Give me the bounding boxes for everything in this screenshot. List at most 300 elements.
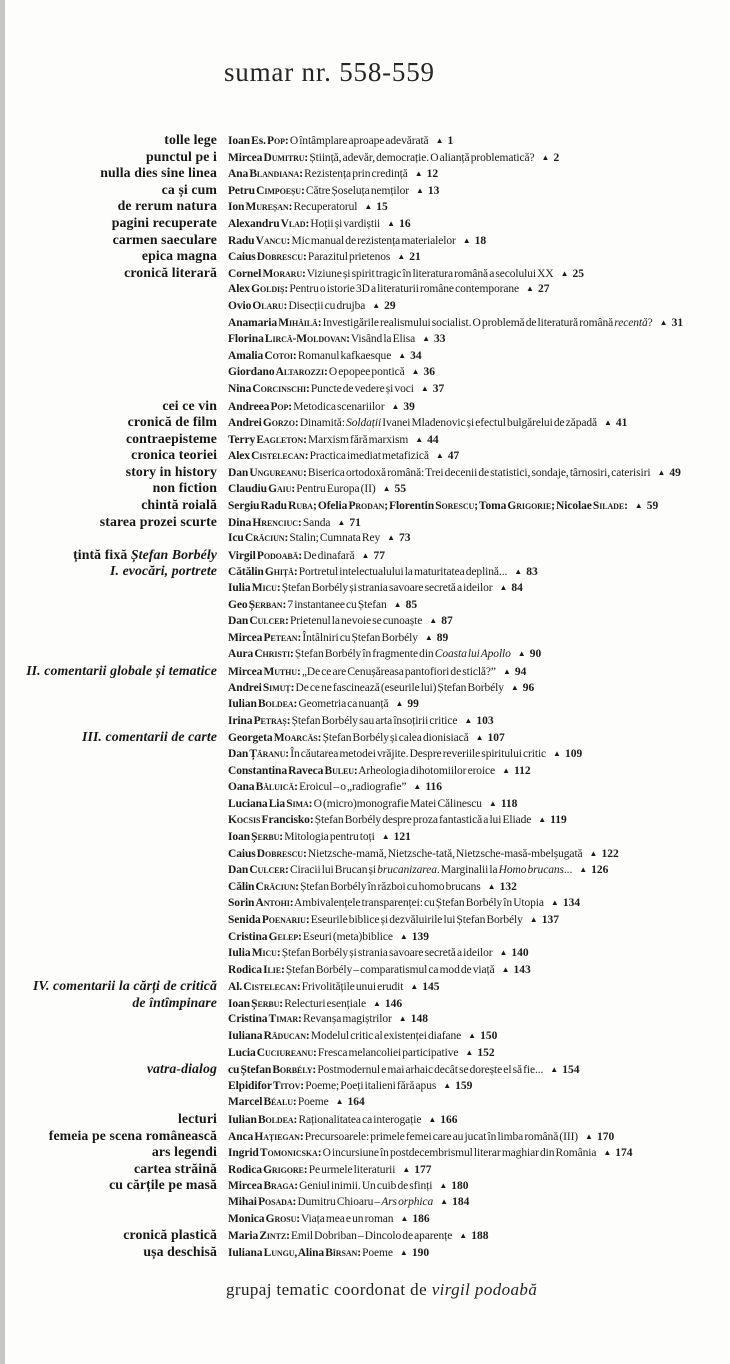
page-number: 137 [541, 913, 559, 926]
author-name-part: Dan [228, 864, 250, 877]
section-label [0, 663, 222, 680]
page-number: 112 [513, 764, 531, 777]
triangle-icon: ▲ [488, 798, 497, 808]
page-number: 83 [526, 566, 538, 579]
article-title-part: Poeme [362, 1246, 393, 1259]
triangle-icon: ▲ [657, 467, 666, 477]
article-title-part: Marxism fără marxism [308, 433, 409, 446]
author-name: Dan Ungureanu: [228, 466, 307, 479]
triangle-icon: ▲ [387, 218, 396, 228]
author-name: Cornel Moraru: [228, 267, 306, 280]
author-name: Ioan Es. Pop: [228, 135, 289, 147]
author-name-part: Zintz [259, 1230, 287, 1243]
toc-entry [222, 1129, 614, 1147]
article-title [297, 350, 392, 362]
article-title-part: Prietenul la nevoie se cunoaște [289, 615, 423, 628]
page-number: 96 [522, 681, 535, 694]
author-name-part: Senida [228, 913, 262, 926]
page-number: 18 [474, 234, 487, 247]
author-name-part: Boldea [257, 1114, 294, 1127]
page-number: 33 [434, 333, 446, 346]
author-name-part: Cistelecan [251, 450, 305, 463]
triangle-icon: ▲ [435, 451, 444, 461]
section-label [0, 464, 222, 481]
author-name-part: Mihăilă [278, 316, 318, 329]
author-name-part: Ghiță [264, 566, 294, 579]
toc-row [0, 248, 730, 265]
author-name-part: Moraru [262, 267, 303, 280]
page-number: 174 [615, 1147, 633, 1160]
article-title [292, 201, 357, 213]
article-title-part: Geniul inimii. Un cuib de sfinți [299, 1180, 433, 1193]
article-title [307, 848, 583, 860]
page-number: 146 [384, 997, 403, 1010]
triangle-icon: ▲ [560, 268, 569, 278]
author-name-part: Ana [228, 168, 250, 181]
article-title [299, 881, 481, 893]
article-title [302, 1013, 392, 1025]
author-name-part: Rodica [228, 1163, 264, 1176]
article-title [308, 152, 534, 164]
page-number: 154 [562, 1064, 580, 1077]
section-label [0, 431, 222, 448]
author-name: Georgeta Moarcăs: [228, 732, 322, 745]
article-title-part: Recuperatorul [293, 201, 358, 214]
article-title [301, 632, 418, 644]
article-title-part: Pentru o istorie 3D a literaturii române contemporane [289, 283, 520, 296]
article-title [289, 135, 429, 147]
toc-row [0, 846, 730, 863]
author-name: Mircea Muthu: [228, 666, 301, 678]
article-title [308, 450, 428, 462]
article-title [298, 781, 407, 793]
footer-coordinator-name: virgil podoabă [431, 1280, 538, 1299]
page-number: 13 [427, 184, 440, 197]
author-name-part: ; Toma [474, 500, 508, 513]
toc-row [0, 995, 730, 1012]
author-name: Virgil Podoabă: [228, 549, 303, 562]
article-title [314, 814, 532, 826]
article-title-part: Visând la Elisa [350, 333, 416, 346]
section-label-text: contraepisteme [125, 430, 217, 446]
triangle-icon: ▲ [443, 1080, 452, 1090]
section-label [0, 563, 222, 580]
article-title-part: Puncte de vedere și voci [310, 382, 414, 395]
section-label-text: cei ce vin [162, 397, 217, 413]
triangle-icon: ▲ [422, 334, 431, 344]
author-name-part: Grigore [263, 1163, 304, 1176]
article-title-part: Știință, adevăr, democrație. O alianță problematică? [309, 151, 535, 164]
triangle-icon: ▲ [501, 964, 510, 974]
page-number: 15 [376, 201, 388, 214]
toc-row [0, 1144, 730, 1161]
section-label [0, 265, 222, 282]
toc-row [0, 364, 730, 381]
triangle-icon: ▲ [526, 284, 534, 294]
author-name: Ioan Șerbu: [228, 997, 284, 1010]
author-name-part: Gelep [268, 930, 298, 943]
article-title [350, 333, 415, 345]
triangle-icon: ▲ [381, 831, 390, 841]
section-label-text: III. comentarii de carte [82, 729, 217, 745]
article-title-part: Către Șoseluța nemților [305, 184, 409, 197]
toc-entry [222, 912, 559, 930]
page-number: 37 [432, 382, 445, 395]
article-title [302, 550, 354, 562]
article-title [292, 401, 384, 413]
author-name-part: Moarcăs [273, 732, 318, 745]
page-number: 188 [471, 1230, 489, 1243]
author-name-part: Terry [228, 433, 257, 446]
toc-row [0, 215, 730, 232]
article-title-part: Rezistența prin credință [304, 168, 408, 181]
author-name: Nina Corcinschi: [228, 382, 310, 395]
author-name-part: Sorescu [435, 500, 475, 513]
toc-entry [222, 233, 486, 251]
triangle-icon: ▲ [361, 550, 370, 560]
author-name-part: Micu [251, 947, 277, 960]
article-title-part: 7 instantanee cu Ștefan [287, 598, 387, 611]
author-name-part: Petru [228, 184, 257, 197]
author-name: cu Ștefan Borbély: [228, 1064, 317, 1077]
author-name-part: Kocsis [228, 814, 261, 827]
article-title-part: Ștefan Borbély și strania savoare secretă a ideilor [281, 947, 493, 960]
page-title: sumar nr. 558-559 [224, 57, 435, 87]
article-title-part: Soldații [346, 417, 382, 430]
author-name: Andreea Pop: [228, 400, 293, 413]
section-label [0, 1227, 222, 1244]
toc-row [0, 547, 730, 564]
toc-entry [222, 150, 559, 168]
page-number: 152 [477, 1046, 495, 1059]
triangle-icon: ▲ [517, 649, 526, 659]
toc-row [0, 945, 730, 962]
toc-entry [222, 1194, 469, 1212]
page-number: 41 [615, 417, 628, 430]
toc-row [0, 895, 730, 912]
toc-row [0, 281, 730, 298]
toc-row [0, 597, 730, 614]
author-name: Alexandru Vlad: [228, 217, 310, 230]
article-title-part: Mitologia pentru toți [284, 830, 375, 843]
triangle-icon: ▲ [402, 1164, 411, 1174]
article-title-part: Sanda [302, 516, 331, 529]
article-title-part: Disecții cu drujba [288, 299, 366, 312]
author-name: Mircea Dumitru: [228, 151, 309, 164]
article-title [296, 1196, 433, 1208]
author-name: Iuliana Lungu, Alina Bîrsan: [228, 1246, 361, 1259]
page-number: 73 [399, 532, 411, 545]
author-name: Ioan Șerbu: [228, 830, 284, 843]
author-name: Mihai Posada: [228, 1196, 297, 1208]
article-title-part: Geometria ca nuanță [298, 698, 389, 711]
author-name-part: Mircea [228, 666, 264, 678]
article-title-part: Întâlniri cu Ștefan Borbély [302, 631, 418, 644]
article-title [305, 185, 409, 197]
author-name-part: Ioan Es. [228, 135, 268, 147]
section-label [0, 1177, 222, 1194]
toc-row [0, 381, 730, 398]
article-title [303, 168, 408, 180]
triangle-icon: ▲ [579, 865, 588, 875]
author-name-part: Podoabă [256, 549, 299, 562]
toc-entry [222, 498, 658, 516]
author-name-part: Anca [228, 1130, 255, 1143]
author-name-part: Vlad [280, 217, 306, 230]
author-name-part: Pop [270, 400, 289, 413]
toc-row [0, 1078, 730, 1095]
toc-row [0, 414, 730, 431]
toc-row [0, 1045, 730, 1062]
section-label [0, 480, 222, 497]
toc-entry [222, 613, 453, 631]
section-label [0, 1244, 222, 1261]
triangle-icon: ▲ [550, 1065, 559, 1075]
page-number: 85 [405, 598, 418, 611]
toc-entry [222, 746, 582, 764]
author-name: Mircea Petean: [228, 631, 302, 644]
author-name-part: Andrei [228, 417, 263, 430]
toc-row [0, 962, 730, 979]
author-name-part: Gorzo [262, 417, 295, 430]
author-name: Marcel Béalu: [228, 1096, 297, 1109]
author-name: Luciana Lia Sima: [228, 797, 313, 810]
toc-row [0, 829, 730, 846]
triangle-icon: ▲ [397, 252, 406, 262]
author-name-part: Geo [228, 598, 249, 611]
author-name: Mircea Braga: [228, 1180, 298, 1193]
article-title-part: Raționalitatea ca interogație [298, 1114, 422, 1127]
author-name-part: Silade [592, 500, 625, 513]
toc-row [0, 746, 730, 763]
page-number: 126 [591, 864, 609, 877]
page-number: 25 [572, 267, 584, 280]
toc-entry [222, 183, 439, 201]
author-name-part: Borbély [272, 1064, 313, 1077]
section-label-text: story in history [125, 463, 217, 479]
article-title-part: Poeme; Poeți italieni fără apus [305, 1079, 437, 1092]
triangle-icon: ▲ [589, 848, 598, 858]
triangle-icon: ▲ [659, 317, 668, 327]
page-number: 44 [427, 433, 439, 446]
page-number: 143 [513, 963, 531, 976]
article-title [290, 715, 457, 727]
author-name: Cătălin Ghiță: [228, 566, 298, 579]
article-title [301, 981, 404, 993]
article-title-part: O incursiune în postdecembrismul literar maghiar din România [322, 1147, 597, 1160]
author-name: Iulia Micu: [228, 947, 281, 960]
author-name-part: Petraș [253, 714, 287, 727]
triangle-icon: ▲ [439, 1181, 448, 1191]
author-name: Claudiu Gaiu: [228, 483, 296, 496]
author-name-part: Prodan [348, 500, 385, 513]
article-title [295, 483, 376, 495]
page-number: 180 [451, 1180, 469, 1193]
toc-row [0, 348, 730, 365]
author-name-part: Bîrsan [325, 1246, 358, 1259]
toc-row [0, 663, 730, 680]
section-label-text: cronică literară [124, 264, 217, 280]
toc-row [0, 1111, 730, 1128]
section-label [0, 1061, 222, 1078]
article-title-part: Frivolitățile unui erudit [301, 981, 404, 994]
section-label-text: de rerum natura [117, 198, 217, 214]
page-number: 170 [596, 1130, 615, 1143]
footer-note [226, 1280, 537, 1300]
article-title [297, 1096, 329, 1108]
toc-entry [222, 1211, 430, 1229]
section-label [0, 132, 222, 149]
section-label-text: nulla dies sine linea [100, 165, 217, 181]
triangle-icon: ▲ [459, 1231, 468, 1241]
page-number: 107 [487, 732, 505, 745]
section-label [0, 978, 222, 995]
author-name-part: Iulia [228, 947, 252, 960]
author-name-part: Sergiu Radu [228, 500, 289, 513]
author-name: Geo Șerban: [228, 598, 287, 611]
section-label [0, 1161, 222, 1178]
author-name-part: Rodica [228, 963, 264, 976]
triangle-icon: ▲ [337, 517, 346, 527]
toc-row [0, 580, 730, 597]
author-name-part: Goldiș [251, 283, 285, 296]
triangle-icon: ▲ [414, 169, 423, 179]
toc-entry [222, 331, 446, 349]
article-title-part: Ștefan Borbély în război cu homo brucans [300, 880, 481, 893]
author-name-part: Muthu [263, 666, 297, 678]
article-title-part: ... [563, 864, 573, 877]
article-title [306, 268, 554, 280]
article-title [287, 300, 365, 312]
author-name: Lucia Cuciureanu: [228, 1046, 317, 1059]
toc-entry [222, 879, 517, 897]
toc-entry [222, 1245, 429, 1263]
toc-row [0, 398, 730, 415]
author-name: Andrei Gorzo: [228, 417, 299, 430]
article-title-part: Ștefan Borbély sau arta însoțirii critice [291, 714, 458, 727]
section-label [0, 414, 222, 431]
author-name-part: Hațiegan [254, 1130, 300, 1143]
section-label-text: Ștefan Borbély [130, 546, 217, 562]
toc-entry [222, 646, 541, 664]
toc-row [0, 1177, 730, 1194]
article-title [321, 732, 468, 744]
author-name-part: Pop [267, 135, 285, 147]
article-title-part: Parazitul prietenos [307, 251, 391, 264]
author-name-part: Dobrescu [256, 847, 303, 860]
article-title [310, 383, 414, 395]
author-name-part: Claudiu [228, 483, 269, 496]
toc-row [0, 812, 730, 829]
article-title [361, 1247, 393, 1259]
toc-entry [222, 812, 567, 830]
article-title-part: Stalin; Cumnata Rey [289, 532, 381, 545]
article-title-part: ? [647, 316, 653, 329]
author-name: Kocsis Francisko: [228, 814, 314, 827]
toc-entry [222, 199, 388, 217]
section-label-text: de întîmpinare [132, 994, 217, 1010]
page-number: 99 [407, 698, 419, 711]
section-label [0, 182, 222, 199]
toc-entry [222, 465, 681, 483]
author-name-part: Alex [228, 283, 252, 296]
triangle-icon: ▲ [413, 782, 422, 792]
triangle-icon: ▲ [553, 748, 561, 758]
article-title-part: O (micro)monografie Matei Călinescu [313, 797, 482, 810]
author-name-part: Tomonicska [259, 1147, 318, 1160]
toc-entry [222, 945, 529, 963]
author-name-part: Alexandru [228, 217, 281, 230]
toc-entry [222, 166, 438, 184]
author-name: Maria Zintz: [228, 1230, 290, 1243]
toc-row [0, 978, 730, 995]
article-title [297, 698, 388, 710]
page-number: 159 [455, 1079, 473, 1092]
author-name-part: Maria [228, 1230, 260, 1243]
toc-row [0, 480, 730, 497]
article-title [321, 317, 652, 329]
toc-row [0, 1194, 730, 1211]
author-name-part: Culcer [249, 615, 286, 628]
toc-row [0, 1211, 730, 1228]
author-name-part: Boldea [257, 698, 294, 711]
author-name: Dan Culcer: [228, 864, 289, 877]
triangle-icon: ▲ [465, 1047, 474, 1057]
author-name: Caius Dobrescu: [228, 251, 307, 264]
author-name-part: Constantina Raveca [228, 764, 325, 777]
article-title-part: Modelul critic al existenței diafane [310, 1030, 462, 1043]
author-name-part: Țăranu [249, 747, 286, 760]
author-name: Dan Țăranu: [228, 747, 290, 760]
toc-entry [222, 597, 417, 615]
toc-entry [222, 133, 453, 151]
triangle-icon: ▲ [435, 136, 444, 145]
author-name-part: Icu [228, 532, 245, 545]
author-name-part: Cotoi [264, 349, 293, 362]
section-label-text: II. comentarii globale și tematice [26, 663, 217, 678]
triangle-icon: ▲ [634, 501, 643, 511]
article-title [316, 1064, 543, 1076]
article-title-part: Pentru Europa (II) [296, 483, 376, 496]
article-title-part: În căutarea metodei vrăjite. Despre reveriile spiritului critic [290, 747, 547, 760]
toc-row [0, 431, 730, 448]
author-name-part: Ovio [228, 299, 253, 312]
page-number: 84 [511, 582, 523, 595]
author-name-part: Băluică [255, 781, 295, 794]
author-name: Senida Poenariu: [228, 913, 310, 926]
triangle-icon: ▲ [428, 1115, 437, 1125]
article-title [294, 897, 544, 909]
author-name: Anamaria Mihăilă: [228, 316, 322, 329]
author-name-part: Elpidifor [228, 1079, 273, 1092]
author-name-part: Sorin [228, 897, 256, 910]
triangle-icon: ▲ [499, 583, 508, 593]
section-label-text: ca și cum [161, 181, 217, 197]
toc-entry [222, 1045, 495, 1063]
page-number: 122 [601, 847, 619, 860]
article-title [307, 251, 391, 263]
author-name: Ovio Olaru: [228, 299, 288, 312]
article-title-part: Fresca melancoliei participative [317, 1046, 459, 1059]
section-label-text: carmen saeculare [112, 231, 217, 247]
article-title-part: Ștefan Borbély – comparatismul ca mod de viață [285, 963, 495, 976]
article-title [281, 947, 493, 959]
article-title-part: Poeme [297, 1096, 329, 1109]
author-name: Cristina Timar: [228, 1013, 302, 1026]
article-title-part: Ars orphica [381, 1196, 434, 1208]
article-title [297, 1114, 421, 1126]
author-name-part: Dina [228, 516, 253, 529]
